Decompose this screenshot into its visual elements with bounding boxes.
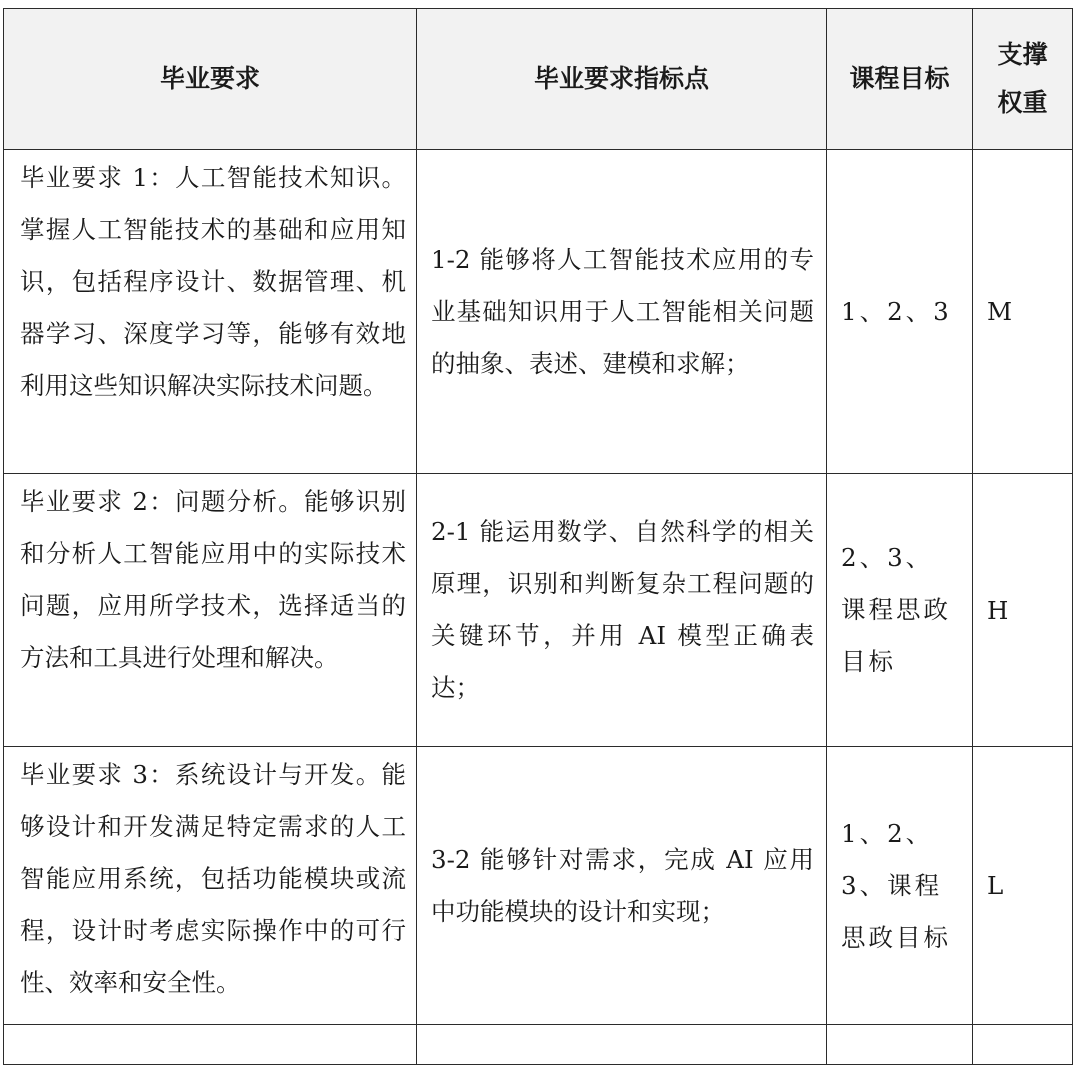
weight-cell: H	[973, 474, 1073, 747]
requirement-cell: 毕业要求 2：问题分析。能够识别和分析人工智能应用中的实际技术问题，应用所学技术，选择适当的方法和工具进行处理和解决。	[4, 474, 417, 747]
indicator-cell: 2-1 能运用数学、自然科学的相关原理，识别和判断复杂工程问题的关键环节，并用 AI 模型正确表达；	[417, 474, 827, 747]
table-row	[4, 474, 1073, 747]
weight-cell: M	[973, 150, 1073, 474]
requirements-table	[3, 8, 1073, 1065]
requirement-cell: 毕业要求 1：人工智能技术知识。掌握人工智能技术的基础和应用知识，包括程序设计、数据管理、机器学习、深度学习等，能够有效地利用这些知识解决实际技术问题。	[4, 150, 417, 474]
course-goal-cell: 1、2、3、课程思政目标	[827, 747, 973, 1025]
table-row	[4, 747, 1073, 1025]
table-row	[4, 150, 1073, 474]
header-requirement: 毕业要求	[4, 9, 417, 150]
table-header-row	[4, 9, 1073, 150]
course-goal-cell: 1、2、3	[827, 150, 973, 474]
indicator-cell: 3-2 能够针对需求，完成 AI 应用中功能模块的设计和实现；	[417, 747, 827, 1025]
header-support-weight	[973, 9, 1073, 150]
requirement-cell: 毕业要求 3：系统设计与开发。能够设计和开发满足特定需求的人工智能应用系统，包括功能模块或流程，设计时考虑实际操作中的可行性、效率和安全性。	[4, 747, 417, 1025]
indicator-cell: 1-2 能够将人工智能技术应用的专业基础知识用于人工智能相关问题的抽象、表述、建模和求解；	[417, 150, 827, 474]
header-indicator: 毕业要求指标点	[417, 9, 827, 150]
header-course-goal: 课程目标	[827, 9, 973, 150]
weight-cell: L	[973, 747, 1073, 1025]
course-goal-cell: 2、3、课程思政目标	[827, 474, 973, 747]
header-support-weight-line1: 支撑	[997, 40, 1048, 69]
header-support-weight-line2: 权重	[997, 88, 1048, 117]
